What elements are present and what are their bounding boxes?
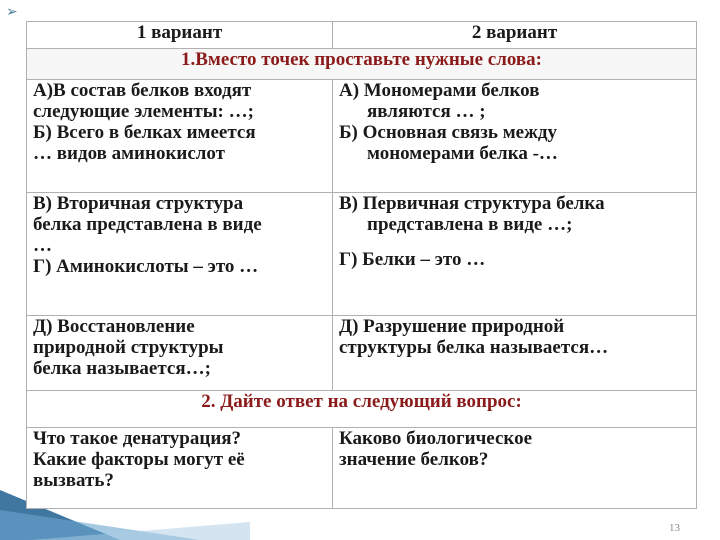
cell-line: А) Мономерами белков	[339, 80, 540, 101]
cell-line: Д) Восстановление	[33, 316, 195, 337]
cell-line: В) Вторичная структура	[33, 193, 244, 214]
slide-bullet-arrow-icon: ➢	[6, 5, 18, 20]
cell-line: …	[33, 235, 52, 256]
cell-line: значение белков?	[339, 449, 489, 470]
cell-line: следующие элементы: …;	[33, 101, 254, 122]
worksheet-table	[26, 21, 697, 509]
cell-line: Г) Белки – это …	[339, 249, 486, 270]
cell-line: природной структуры	[33, 337, 224, 358]
cell-line: … видов аминокислот	[33, 143, 226, 164]
task-2-title: 2. Дайте ответ на следующий вопрос:	[27, 391, 697, 428]
variant-1-cell	[27, 80, 333, 193]
cell-line: белка представлена в виде	[33, 214, 262, 235]
cell-line: Б) Основная связь между	[339, 122, 557, 143]
task-row	[27, 316, 697, 391]
task-1-title: 1.Вместо точек проставьте нужные слова:	[27, 49, 697, 80]
task-2-title-row	[27, 391, 697, 428]
cell-line: Г) Аминокислоты – это …	[33, 256, 259, 277]
task-row	[27, 80, 697, 193]
cell-line: Что такое денатурация?	[33, 428, 242, 449]
variant-2-question-cell	[333, 428, 697, 509]
variant-2-cell	[333, 80, 697, 193]
cell-line: представлена в виде …;	[367, 214, 573, 235]
task-row	[27, 193, 697, 316]
cell-line: структуры белка называется…	[339, 337, 609, 358]
variant-2-cell	[333, 316, 697, 391]
cell-line: белка называется…;	[33, 358, 211, 379]
variant-1-header: 1 вариант	[27, 22, 333, 49]
cell-line: Каково биологическое	[339, 428, 533, 449]
variant-2-header: 2 вариант	[333, 22, 697, 49]
variant-header-row	[27, 22, 697, 49]
variant-2-cell	[333, 193, 697, 316]
cell-spacer	[339, 235, 690, 249]
variant-1-cell	[27, 316, 333, 391]
variant-1-cell	[27, 193, 333, 316]
cell-line: Б) Всего в белках имеется	[33, 122, 256, 143]
cell-line: Д) Разрушение природной	[339, 316, 565, 337]
task-1-title-row	[27, 49, 697, 80]
cell-line: вызвать?	[33, 470, 114, 491]
page-number: 13	[669, 522, 680, 534]
cell-line: А)В состав белков входят	[33, 80, 252, 101]
cell-line: являются … ;	[367, 101, 486, 122]
cell-line: мономерами белка -…	[367, 143, 558, 164]
question-row	[27, 428, 697, 509]
cell-line: Какие факторы могут её	[33, 449, 245, 470]
cell-line: В) Первичная структура белка	[339, 193, 605, 214]
variant-1-question-cell	[27, 428, 333, 509]
